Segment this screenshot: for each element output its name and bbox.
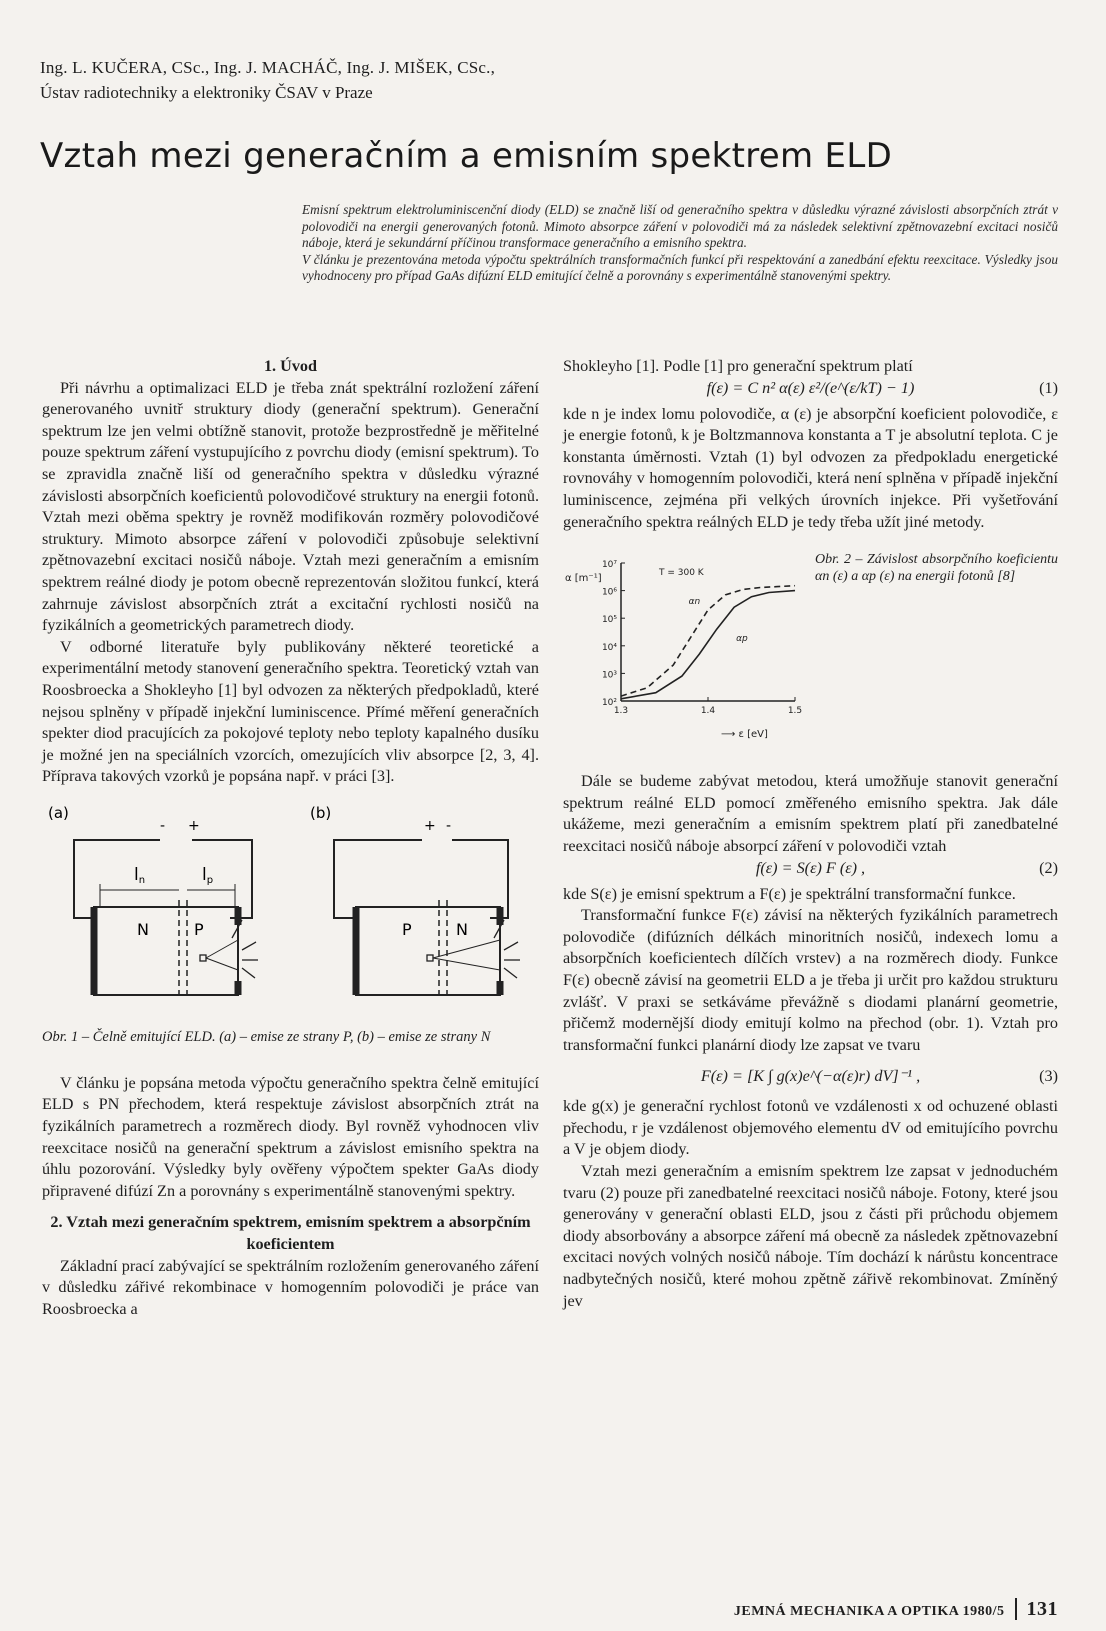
abstract (302, 202, 1058, 285)
article-title: Vztah mezi generačním a emisním spektrem ELD (40, 136, 893, 176)
figure-2-chart (563, 551, 803, 751)
fig1a-N: N (137, 919, 149, 939)
authors: Ing. L. KUČERA, CSc., Ing. J. MACHÁČ, Ing. J. MIŠEK, CSc., (40, 58, 496, 77)
diode-a (74, 840, 258, 1000)
right-column (563, 356, 1058, 1312)
series-label-alpha-n: αn (688, 597, 701, 608)
equation-1-number: (1) (1039, 378, 1058, 397)
temperature-annotation: T = 300 K (659, 568, 704, 579)
fig1-label-b: (b) (310, 803, 332, 822)
paragraph: V odborné literatuře byly publikovány některé teoretické a experimentální metody stanovení generačního spektra. Teoretický vztah van Roosbroecka a Shokleyho [1] byl odvozen za některých předpokladů, které nejsou splněny v případě injekční luminiscence. Přímé měření generačních spekter diod pracujících za pokojové teploty nebo teploty kapalného dusíku je možné jen na speciálních vzorcích, omezujících vliv absorpce [2, 3, 4]. Příprava takových vzorků je popsána např. v práci [3]. (42, 637, 539, 786)
fig1a-plus: + (188, 817, 200, 834)
equation-2-body: f(ε) = S(ε) F (ε) , (755, 858, 866, 877)
fig1b-minus: - (446, 817, 452, 834)
paragraph: Vztah mezi generačním a emisním spektrem lze zapsat v jednoduchém tvaru (2) pouze při zanedbatelné reexcitaci nosičů náboje. Fotony, které jsou generovány v generační oblasti ELD, jsou z části při průchodu objemem diody absorbovány a absorpce záření má obecně za následek zpětnovazební excitaci nových volných nosičů náboje. Tím dochází k nárůstu koncentrace nadbytečných nosičů, které mohou zpětně zářivě rekombinovat. Zmíněný jev (563, 1162, 1058, 1310)
fig1b-plus: + (424, 817, 436, 834)
paragraph: kde g(x) je generační rychlost fotonů ve vzdálenosti x od ochuzené oblasti přechodu, r je vzdálenost objemového elementu dV od emitujícího povrchu a V je objem diody. (563, 1097, 1058, 1159)
paragraph: Při návrhu a optimalizaci ELD je třeba znát spektrální rozložení záření generovaného uvnitř struktury diody (generační spektrum). Generační spektrum lze jen velmi obtížně stanovit, protože bezprostředně je měřitelné pouze spektrum záření vystupujícího z povrchu diody (emisní spektrum). To se zpravidla značně liší od generačního spektra v důsledku výrazné závislosti absorpčních koeficientů polovodičové struktury na energii fotonů. Vztah mezi oběma spektry je rovněž modifikován rozměry polovodičové struktury. Mimoto absorpce záření v polovodiči způsobuje selektivní zpětnovazební excitaci nosičů náboje. Vztah mezi generačním a emisním spektrem reálné diody je potom obecně reprezentován složitou funkcí, která zahrnuje závislost absorpčních ztrát a excitační rychlosti nosičů na fyzikálních a geometrických parametrech diody. (42, 378, 539, 635)
journal-name: JEMNÁ MECHANIKA A OPTIKA 1980/5 (733, 1604, 1005, 1619)
figure-1 (42, 800, 539, 1065)
paragraph: Dále se budeme zabývat metodou, která umožňuje stanovit generační spektrum reálné ELD pomocí změřeného emisního spektra. Jak dále ukážeme, mezi generačním a emisním spektrem platí při zanedbatelné reexcitaci nosičů náboje absorpcí záření v polovodiči vztah (563, 772, 1058, 855)
figure-1-caption: Obr. 1 – Čelně emitující ELD. (a) – emise ze strany P, (b) – emise ze strany N (42, 1029, 491, 1046)
fig1a-P: P (194, 919, 204, 939)
abstract-paragraph-2: V článku je prezentována metoda výpočtu spektrálních transformačních funkcí při respektování a zanedbání efektu reexcitace. Výsledky jsou vyhodnoceny pro případ GaAs difúzní ELD emitující čelně a porovnány s experimentálně stanovenými spektry. (302, 251, 1058, 284)
equation-2-number: (2) (1039, 858, 1058, 877)
y-axis-label: α [m⁻¹] (565, 573, 602, 585)
paragraph: Základní prací zabývající se spektrálním rozložením generovaného záření v důsledku zářivé rekombinace v homogenním polovodiči je práce van Roosbroecka a (42, 1256, 539, 1318)
diode-b (334, 840, 520, 1000)
figure-1-drawing (42, 800, 539, 1020)
institution: Ústav radiotechniky a elektroniky ČSAV v Praze (40, 83, 373, 102)
equation-1 (563, 378, 1058, 404)
fig1a-ln: ln (134, 864, 146, 886)
y-tick-label: 10⁷ (601, 560, 617, 571)
figure-2-caption: Obr. 2 – Závislost absorpčního koeficientu αn (ε) a αp (ε) na energii fotonů [8] (815, 552, 1058, 585)
fig1a-lp: lp (202, 864, 214, 886)
y-tick-label: 10⁶ (601, 587, 617, 598)
y-tick-label: 10⁵ (601, 615, 617, 626)
paragraph: Transformační funkce F(ε) závisí na některých fyzikálních parametrech polovodiče (difúzních délkách minoritních nosičů, indexech lomu a absorpčních koeficientech dílčích vrstev) a na rozměrech diody. Funkce F(ε) obecně závisí na geometrii ELD a je třeba ji určit pro každou strukturu zvlášť. V praxi se setkáváme převážně s diodami planární geometrie, přičemž modernější diody emitují kolmo na přechod (obr. 1). Vztah pro transformační funkci planární diody lze zapsat ve tvaru (563, 906, 1058, 1054)
fig1-label-a: (a) (48, 803, 69, 822)
equation-2 (563, 858, 1058, 884)
paragraph: V článku je popsána metoda výpočtu generačního spektra čelně emitující ELD s PN přechodem, která respektuje závislost absorpčních ztrát na fyzikálních parametrech a rozměrech diody. Byl rovněž vyhodnocen vliv reexcitace nosičů na generační spektrum a závislost emisního spektra na úhlu pozorování. Výsledky byly ověřeny výpočtem spekter GaAs diody připravené difúzí Zn a porovnány s experimentálně stanovenými spektry. (42, 1073, 539, 1200)
y-tick-label: 10² (601, 698, 617, 709)
abstract-paragraph-1: Emisní spektrum elektroluminiscenční diody (ELD) se značně liší od generačního spektra v důsledku výrazné závislosti absorpčních ztrát v polovodiči na energii generovaných fotonů. Mimoto absorpce záření v polovodiči má za následek selektivní zpětnovazební excitaci nosičů náboje, která je sekundární příčinou transformace generačního a emisního spektra. (302, 202, 1058, 251)
y-tick-label: 10³ (601, 670, 617, 681)
x-axis-label: ⟶ ε [eV] (721, 729, 768, 741)
fig1a-minus: - (160, 817, 166, 834)
equation-3-number: (3) (1039, 1067, 1058, 1086)
y-tick-label: 10⁴ (601, 642, 617, 653)
series-line-alpha-p (621, 591, 795, 699)
paragraph: kde n je index lomu polovodiče, α (ε) je absorpční koeficient polovodiče, ε je energie fotonů, k je Boltzmannova konstanta a T je absolutní teplota. C je konstanta úměrnosti. Vztah (1) byl odvozen za předpokladu energetické rovnováhy v homogenním polovodiči, která není splněna v případě injekční luminiscence, zejména při velkých úrovních injekce. Při vyšetřování generačního spektra reálných ELD je tedy třeba užít jiné metody. (563, 404, 1058, 531)
x-tick-label: 1.4 (700, 706, 716, 717)
equation-3-body: F(ε) = [K ∫ g(x)e^(−α(ε)r) dV]⁻¹ , (700, 1067, 921, 1086)
paragraph: Shokleyho [1]. Podle [1] pro generační spektrum platí (563, 357, 913, 375)
left-column (42, 356, 539, 1320)
fig1b-P: P (402, 919, 412, 939)
fig1b-N: N (456, 919, 468, 939)
page-footer (734, 1598, 1058, 1621)
section-heading-1: 1. Úvod (263, 357, 318, 375)
x-tick-label: 1.3 (613, 706, 629, 717)
equation-3 (563, 1056, 1058, 1096)
series-label-alpha-p: αp (736, 634, 748, 645)
x-tick-label: 1.5 (787, 706, 803, 717)
paragraph: kde S(ε) je emisní spektrum a F(ε) je spektrální transformační funkce. (563, 884, 1016, 903)
page-number: 131 (1015, 1598, 1059, 1620)
figure-2 (563, 551, 1058, 761)
equation-1-body: f(ε) = C n² α(ε) ε²/(e^(ε/kT) − 1) (706, 378, 915, 397)
section-heading-2: 2. Vztah mezi generačním spektrem, emisním spektrem a absorpčním koeficientem (50, 1213, 531, 1254)
